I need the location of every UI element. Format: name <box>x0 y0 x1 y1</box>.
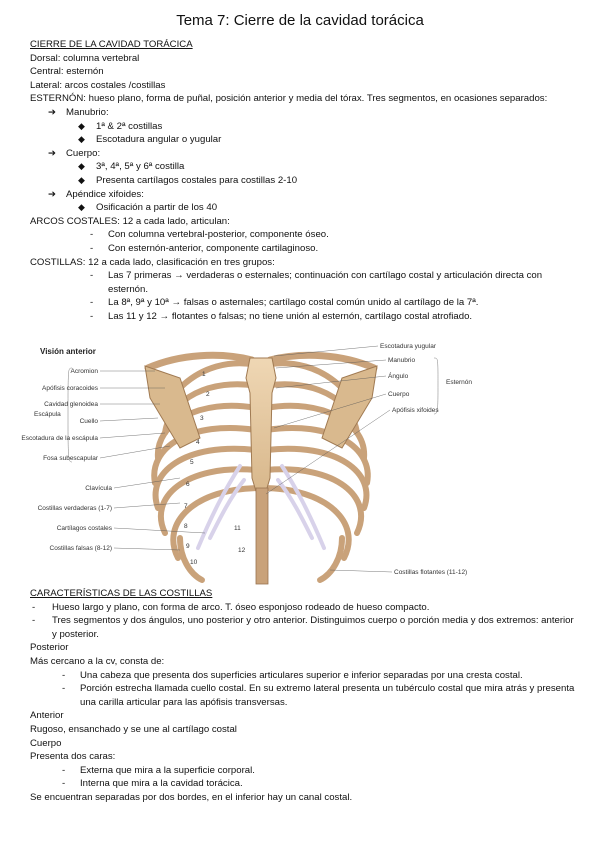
diamond-bullet-icon: ◆ <box>78 161 85 172</box>
label-costillas-falsas: Costillas falsas (8-12) <box>49 545 112 552</box>
list-item: - Con columna vertebral-posterior, componente óseo. <box>90 229 329 241</box>
svg-text:10: 10 <box>190 559 198 566</box>
list-item: - Las 11 y 12 → flotantes o falsas; no tiene unión al esternón, cartílago costal atrofiado. <box>90 310 473 322</box>
dash-bullet: - <box>90 242 94 254</box>
list-item: - Con esternón-anterior, componente cartilaginoso. <box>90 242 319 254</box>
sternum <box>246 358 276 498</box>
label-esternon-group: Esternón <box>446 379 473 386</box>
right-leader-lines <box>266 346 438 572</box>
text-line: Presenta dos caras: <box>30 751 116 763</box>
label-coracoides: Apófisis coracoides <box>42 385 98 392</box>
subheading-posterior: Posterior <box>30 642 69 654</box>
label-acromion: Acromion <box>70 368 98 375</box>
label-clavicula: Clavícula <box>85 485 112 492</box>
svg-text:2: 2 <box>206 391 210 398</box>
list-item: ➔ Apéndice xifoides: <box>48 188 144 200</box>
dash-bullet: - <box>62 778 66 790</box>
label-costillas-flotantes: Costillas flotantes (11-12) <box>394 569 468 576</box>
right-labels <box>380 343 472 576</box>
label-apofisis-xifoides: Apófisis xifoides <box>392 407 439 414</box>
list-item: ➔ Manubrio: <box>48 106 109 118</box>
arrow-icon: ➔ <box>48 188 57 200</box>
svg-text:1: 1 <box>202 371 206 378</box>
svg-text:3: 3 <box>200 415 204 422</box>
section-cierre <box>30 38 575 323</box>
dash-bullet: - <box>32 601 36 613</box>
list-item: ◆ Osificación a partir de los 40 <box>78 202 218 214</box>
label-cuello: Cuello <box>79 418 98 425</box>
arrow-icon: ➔ <box>48 106 57 118</box>
list-item: - Interna que mira a la cavidad torácica. <box>62 778 243 790</box>
label-escapula-group: Escápula <box>34 411 61 418</box>
label-cartilagos-costales: Cartílagos costales <box>56 525 112 532</box>
text-line: Se encuentran separadas por dos bordes, en el inferior hay un canal costal. <box>30 791 353 803</box>
label-escotadura-escapula: Escotadura de la escápula <box>21 435 98 442</box>
list-item: - Hueso largo y plano, con forma de arco. T. óseo esponjoso rodeado de hueso compacto. <box>32 601 430 613</box>
arrow-icon: ➔ <box>48 147 57 159</box>
dash-bullet: - <box>62 683 66 695</box>
diamond-bullet-icon: ◆ <box>78 174 85 185</box>
figure-heading: Visión anterior <box>40 347 96 356</box>
svg-text:6: 6 <box>186 481 190 488</box>
diamond-bullet-icon: ◆ <box>78 120 85 131</box>
dash-bullet: - <box>90 270 94 282</box>
list-item: - Tres segmentos y dos ángulos, uno posterior y otro anterior. Distinguimos cuerpo o porción media y dos extremos: anterior y posterior. <box>32 615 574 640</box>
list-item: ◆ Presenta cartílagos costales para costillas 2-10 <box>78 174 298 186</box>
svg-text:8: 8 <box>184 523 188 530</box>
section-heading: CIERRE DE LA CAVIDAD TORÁCICA <box>30 39 193 50</box>
list-item: ◆ 3ª, 4ª, 5ª y 6ª costilla <box>78 161 185 173</box>
list-item: ◆ 1ª & 2ª costillas <box>78 120 163 132</box>
subheading-cuerpo: Cuerpo <box>30 737 62 749</box>
text-line: Más cercano a la cv, consta de: <box>30 655 165 667</box>
label-costillas-verdaderas: Costillas verdaderas (1-7) <box>37 505 112 512</box>
dash-bullet: - <box>62 669 66 681</box>
arcos-line: ARCOS COSTALES: 12 a cada lado, articulan: <box>30 215 230 227</box>
dash-bullet: - <box>90 310 94 322</box>
label-cuerpo: Cuerpo <box>388 391 410 398</box>
list-item: - Porción estrecha llamada cuello costal. En su extremo lateral presenta un tubérculo costal que mira atrás y presenta una carilla articular para las apófisis transversas. <box>62 683 575 708</box>
thorax-svg <box>21 338 492 584</box>
vertebral-column <box>256 488 268 584</box>
list-item: ◆ Escotadura angular o yugular <box>78 134 222 146</box>
diamond-bullet-icon: ◆ <box>78 134 85 145</box>
svg-text:4: 4 <box>196 439 200 446</box>
label-manubrio: Manubrio <box>388 357 416 364</box>
section-heading: CARACTERÍSTICAS DE LAS COSTILLAS <box>30 588 213 599</box>
dash-bullet: - <box>90 229 94 241</box>
thorax-illustration <box>21 338 492 584</box>
text-line: Rugoso, ensanchado y se une al cartílago costal <box>30 723 237 735</box>
list-item: ➔ Cuerpo: <box>48 147 101 159</box>
list-item: - Una cabeza que presenta dos superficies articulares superior e inferior separadas por una cresta costal. <box>62 669 523 681</box>
svg-text:7: 7 <box>184 503 188 510</box>
diamond-bullet-icon: ◆ <box>78 202 85 213</box>
text-line: Dorsal: columna vertebral <box>30 52 140 64</box>
section-caracteristicas <box>30 587 575 805</box>
page-title: Tema 7: Cierre de la cavidad torácica <box>176 12 424 29</box>
svg-text:11: 11 <box>234 525 241 532</box>
text-line: Central: esternón <box>30 66 104 78</box>
esternon-paragraph: ESTERNÓN: hueso plano, forma de puñal, posición anterior y media del tórax. Tres segmentos, en ocasiones separados: <box>30 93 548 105</box>
label-escotadura-yugular: Escotadura yugular <box>380 343 437 350</box>
label-cavidad-glenoidea: Cavidad glenoidea <box>44 401 98 408</box>
dash-bullet: - <box>62 764 66 776</box>
svg-text:12: 12 <box>238 547 246 554</box>
subheading-anterior: Anterior <box>30 710 64 722</box>
list-item: - Las 7 primeras → verdaderas o esternales; continuación con cartílago costal y articulación directa con esternón. <box>90 270 543 295</box>
text-line: Lateral: arcos costales /costillas <box>30 79 166 91</box>
costillas-line: COSTILLAS: 12 a cada lado, clasificación en tres grupos: <box>30 256 275 268</box>
dash-bullet: - <box>90 297 94 309</box>
svg-text:5: 5 <box>190 459 194 466</box>
label-angulo: Ángulo <box>388 373 409 380</box>
left-labels <box>21 368 112 552</box>
list-item: - La 8ª, 9ª y 10ª → falsas o asternales; cartílago costal común unido al cartílago de la 7ª. <box>90 297 479 309</box>
label-fosa-subescapular: Fosa subescapular <box>43 455 98 462</box>
list-item: - Externa que mira a la superficie corporal. <box>62 764 255 776</box>
dash-bullet: - <box>32 615 36 627</box>
svg-text:9: 9 <box>186 543 190 550</box>
